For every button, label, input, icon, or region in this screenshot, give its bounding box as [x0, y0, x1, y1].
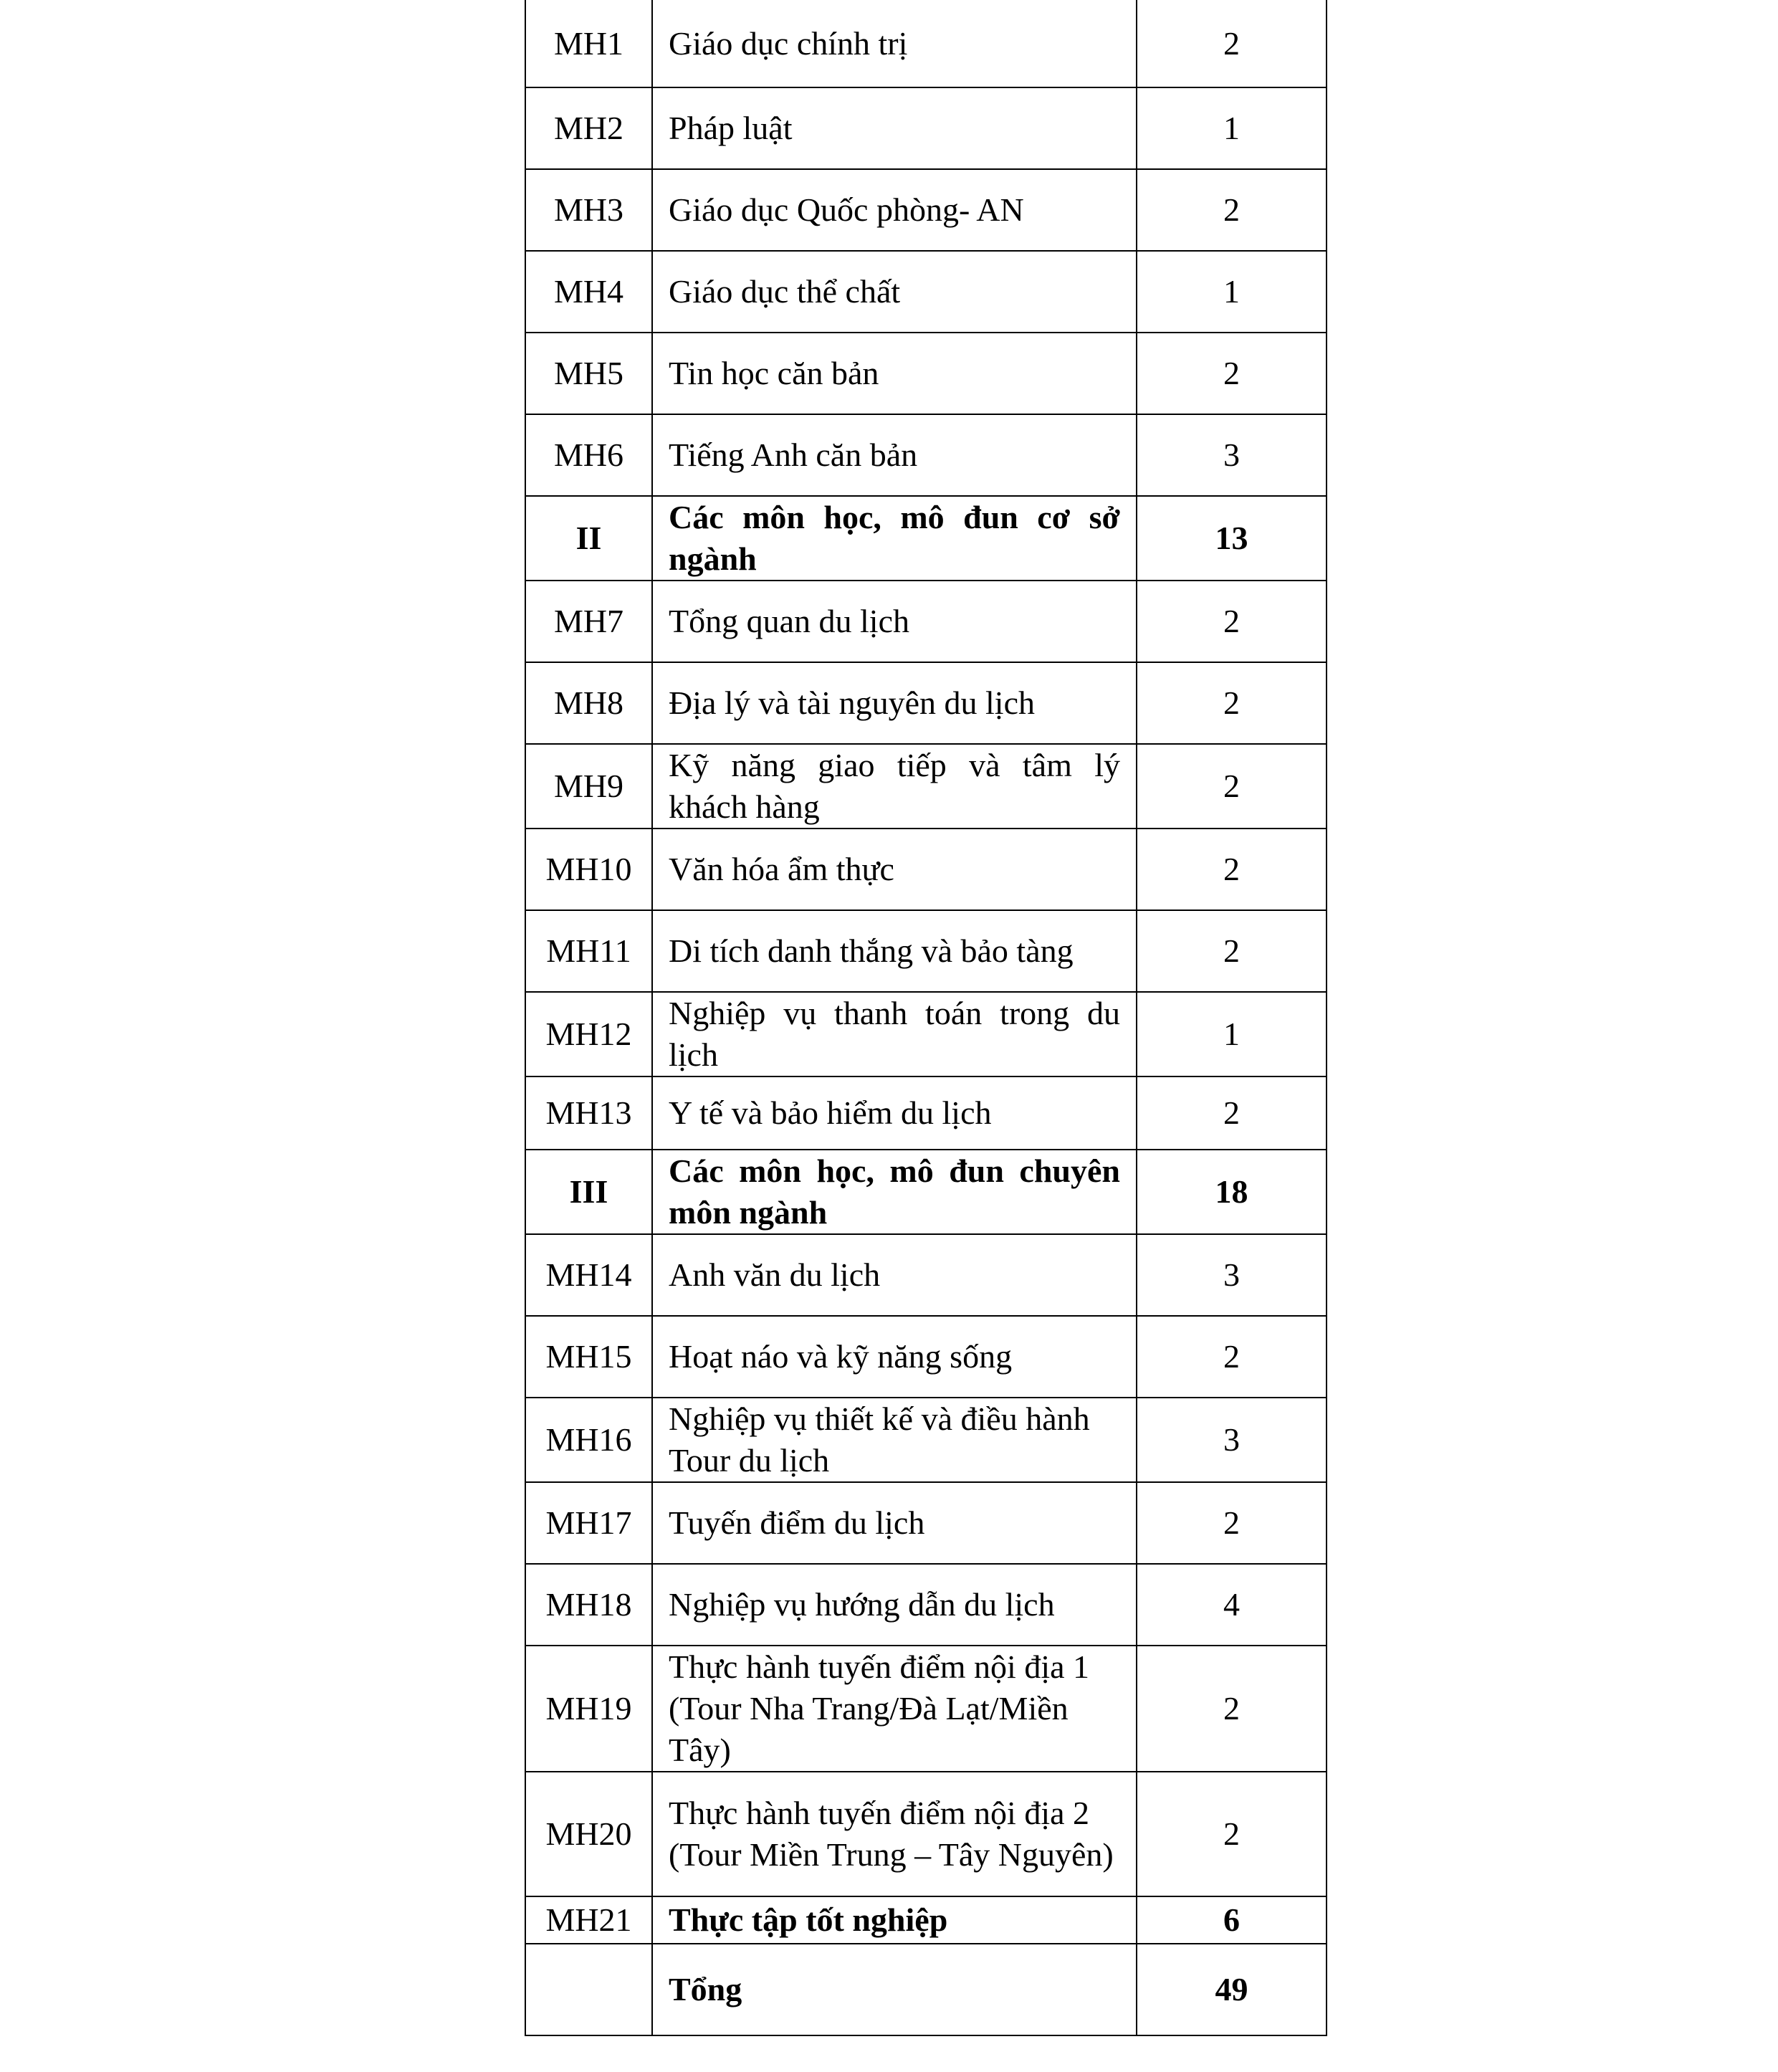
subject-credits: 3	[1137, 1234, 1327, 1316]
subject-code: MH11	[525, 910, 652, 992]
subject-credits: 2	[1137, 581, 1327, 662]
section-row	[525, 1150, 1327, 1234]
subject-name: Giáo dục chính trị	[652, 0, 1137, 87]
subject-name: Thực hành tuyến điểm nội địa 1 (Tour Nha Trang/Đà Lạt/Miền Tây)	[652, 1646, 1137, 1772]
subject-name: Y tế và bảo hiểm du lịch	[652, 1076, 1137, 1150]
section-name: Các môn học, mô đun cơ sở ngành	[652, 496, 1137, 581]
table-row	[525, 169, 1327, 251]
total-credits: 49	[1137, 1944, 1327, 2035]
table-row	[525, 1564, 1327, 1646]
subject-code: MH17	[525, 1482, 652, 1564]
subject-credits: 2	[1137, 333, 1327, 414]
subject-name: Giáo dục Quốc phòng- AN	[652, 169, 1137, 251]
subject-name: Hoạt náo và kỹ năng sống	[652, 1316, 1137, 1398]
curriculum-table	[525, 0, 1327, 2036]
subject-credits: 1	[1137, 87, 1327, 169]
subject-code: MH16	[525, 1398, 652, 1482]
table-row	[525, 1076, 1327, 1150]
subject-code: MH3	[525, 169, 652, 251]
subject-code: MH4	[525, 251, 652, 333]
subject-credits: 4	[1137, 1564, 1327, 1646]
subject-name: Văn hóa ẩm thực	[652, 829, 1137, 910]
total-row	[525, 1944, 1327, 2035]
subject-credits: 2	[1137, 1646, 1327, 1772]
subject-credits: 3	[1137, 1398, 1327, 1482]
section-credits: 18	[1137, 1150, 1327, 1234]
table-row	[525, 0, 1327, 87]
table-row	[525, 829, 1327, 910]
subject-code: MH6	[525, 414, 652, 496]
subject-code: MH20	[525, 1772, 652, 1896]
subject-code: MH1	[525, 0, 652, 87]
subject-name: Thực hành tuyến điểm nội địa 2 (Tour Miền Trung – Tây Nguyên)	[652, 1772, 1137, 1896]
subject-name: Tổng quan du lịch	[652, 581, 1137, 662]
section-credits: 13	[1137, 496, 1327, 581]
table-row	[525, 1316, 1327, 1398]
section-code: III	[525, 1150, 652, 1234]
subject-name: Địa lý và tài nguyên du lịch	[652, 662, 1137, 744]
table-row	[525, 1896, 1327, 1944]
subject-code: MH19	[525, 1646, 652, 1772]
subject-credits: 2	[1137, 1076, 1327, 1150]
subject-credits: 2	[1137, 169, 1327, 251]
subject-code: MH9	[525, 744, 652, 829]
subject-code: MH12	[525, 992, 652, 1076]
subject-credits: 2	[1137, 662, 1327, 744]
table-row	[525, 662, 1327, 744]
table-row	[525, 414, 1327, 496]
subject-name: Thực tập tốt nghiệp	[652, 1896, 1137, 1944]
subject-credits: 1	[1137, 251, 1327, 333]
subject-code: MH14	[525, 1234, 652, 1316]
subject-code: MH18	[525, 1564, 652, 1646]
table-row	[525, 1482, 1327, 1564]
subject-credits: 6	[1137, 1896, 1327, 1944]
table-row	[525, 1398, 1327, 1482]
subject-credits: 2	[1137, 1482, 1327, 1564]
subject-credits: 3	[1137, 414, 1327, 496]
subject-credits: 1	[1137, 992, 1327, 1076]
table-row	[525, 1234, 1327, 1316]
subject-credits: 2	[1137, 1772, 1327, 1896]
subject-code: MH15	[525, 1316, 652, 1398]
subject-credits: 2	[1137, 829, 1327, 910]
section-code: II	[525, 496, 652, 581]
subject-code: MH7	[525, 581, 652, 662]
total-code	[525, 1944, 652, 2035]
section-row	[525, 496, 1327, 581]
table-row	[525, 1772, 1327, 1896]
subject-name: Tiếng Anh căn bản	[652, 414, 1137, 496]
subject-code: MH2	[525, 87, 652, 169]
table-row	[525, 581, 1327, 662]
table-row	[525, 333, 1327, 414]
subject-credits: 2	[1137, 744, 1327, 829]
subject-name: Di tích danh thắng và bảo tàng	[652, 910, 1137, 992]
total-label: Tổng	[652, 1944, 1137, 2035]
subject-code: MH10	[525, 829, 652, 910]
subject-name: Nghiệp vụ thiết kế và điều hành Tour du lịch	[652, 1398, 1137, 1482]
subject-name: Kỹ năng giao tiếp và tâm lý khách hàng	[652, 744, 1137, 829]
subject-name: Pháp luật	[652, 87, 1137, 169]
subject-name: Nghiệp vụ thanh toán trong du lịch	[652, 992, 1137, 1076]
table-row	[525, 992, 1327, 1076]
subject-code: MH5	[525, 333, 652, 414]
table-row	[525, 1646, 1327, 1772]
subject-code: MH13	[525, 1076, 652, 1150]
subject-code: MH21	[525, 1896, 652, 1944]
table-row	[525, 251, 1327, 333]
subject-code: MH8	[525, 662, 652, 744]
table-row	[525, 910, 1327, 992]
subject-name: Tin học căn bản	[652, 333, 1137, 414]
table-row	[525, 87, 1327, 169]
subject-credits: 2	[1137, 910, 1327, 992]
subject-name: Nghiệp vụ hướng dẫn du lịch	[652, 1564, 1137, 1646]
table-row	[525, 744, 1327, 829]
subject-credits: 2	[1137, 1316, 1327, 1398]
subject-name: Giáo dục thể chất	[652, 251, 1137, 333]
subject-name: Tuyến điểm du lịch	[652, 1482, 1137, 1564]
section-name: Các môn học, mô đun chuyên môn ngành	[652, 1150, 1137, 1234]
subject-name: Anh văn du lịch	[652, 1234, 1137, 1316]
subject-credits: 2	[1137, 0, 1327, 87]
